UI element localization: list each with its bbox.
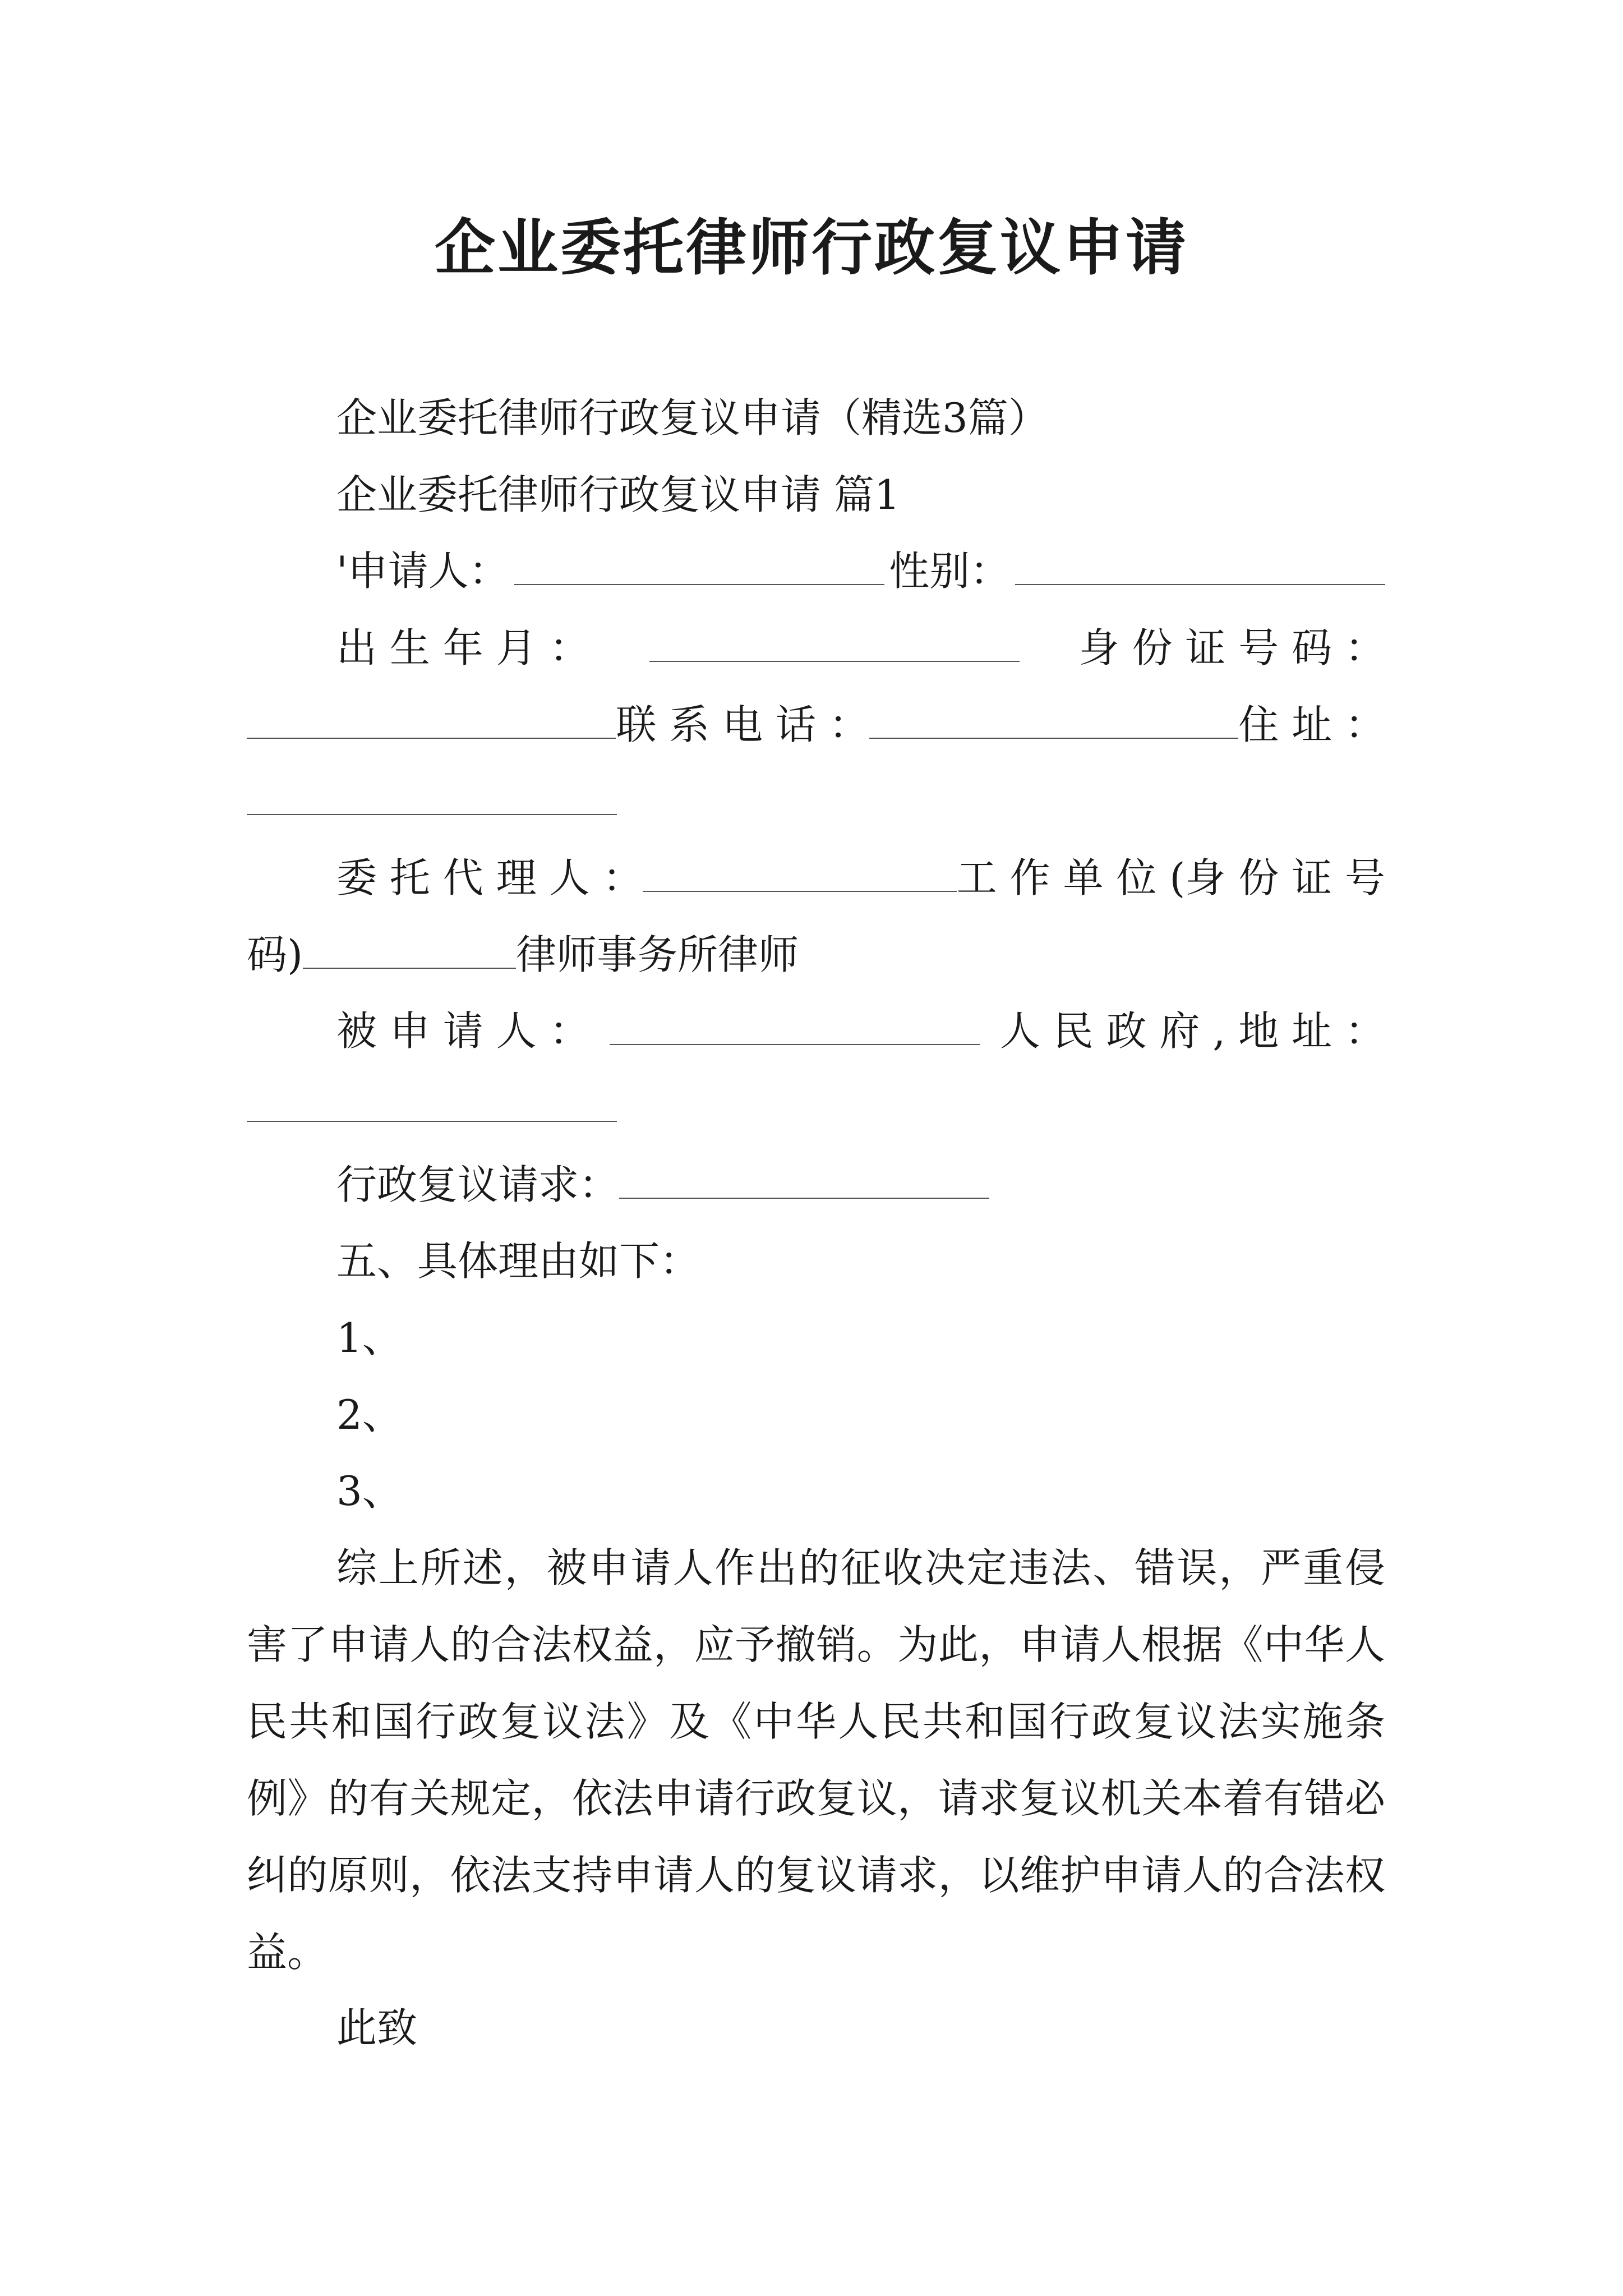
agent-blank: [643, 856, 956, 892]
reasons-heading: 五、具体理由如下：: [336, 1237, 700, 1285]
request-label: 行政复议请求：: [336, 1161, 620, 1208]
gov-address-blank: [247, 1086, 617, 1122]
applicant-blank: [514, 549, 884, 585]
gov-address-label: 人 民 政 府 , 地 址 ：: [999, 1007, 1385, 1055]
document-subtitle: 企业委托律师行政复议申请（精选3篇）: [336, 394, 1049, 441]
address-label: 住 址 ：: [1238, 701, 1385, 748]
phone-blank: [869, 703, 1238, 739]
gov-address-blank-row: [247, 1080, 1385, 1136]
applicant-label: '申请人：: [336, 547, 509, 595]
respondent-blank: [610, 1009, 980, 1045]
reason-item: 1、: [336, 1314, 403, 1361]
agent-label: 委 托 代 理 人 ：: [336, 854, 643, 901]
id-code-tail: 码): [247, 931, 303, 978]
phone-label: 联 系 电 话 ：: [616, 701, 869, 748]
work-unit-label: 工 作 单 位 (身 份 证 号: [956, 854, 1385, 901]
respondent-row: [336, 1003, 1385, 1059]
summary-paragraph: 综上所述，被申请人作出的征收决定违法、错误，严重侵害了申请人的合法权益，应予撤销。为此，申请人根据《中华人民共和国行政复议法》及《中华人民共和国行政复议法实施条例》的有关规定，依法申请行政复议，请求复议机关本着有错必纠的原则，依法支持申请人的复议请求，以维护申请人的合法权益。: [247, 1544, 1385, 1976]
request-blank: [619, 1163, 989, 1199]
birth-row: [336, 620, 1385, 676]
request-row: [336, 1157, 1385, 1213]
address-blank: [247, 779, 617, 815]
birth-blank: [649, 626, 1020, 662]
gender-label: 性别：: [889, 547, 1011, 595]
section-heading: 企业委托律师行政复议申请 篇1: [336, 471, 900, 518]
phone-row: [247, 697, 1385, 753]
agent-row: [336, 850, 1385, 906]
law-firm-row: [247, 927, 1385, 983]
id-code-blank: [303, 933, 516, 969]
reason-item: 2、: [336, 1391, 403, 1438]
id-number-blank: [247, 703, 616, 739]
birth-label: 出 生 年 月 ：: [336, 624, 590, 671]
address-blank-row: [247, 773, 1385, 829]
respondent-label: 被 申 请 人 ：: [336, 1007, 590, 1055]
reason-item: 3、: [336, 1467, 403, 1515]
gender-blank: [1015, 549, 1385, 585]
document-title: 企业委托律师行政复议申请: [434, 213, 1188, 283]
id-number-label: 身 份 证 号 码 ：: [1078, 624, 1385, 671]
applicant-row: [336, 543, 1385, 599]
law-firm-label: 律师事务所律师: [516, 931, 799, 978]
closing-text: 此致: [336, 2004, 418, 2051]
